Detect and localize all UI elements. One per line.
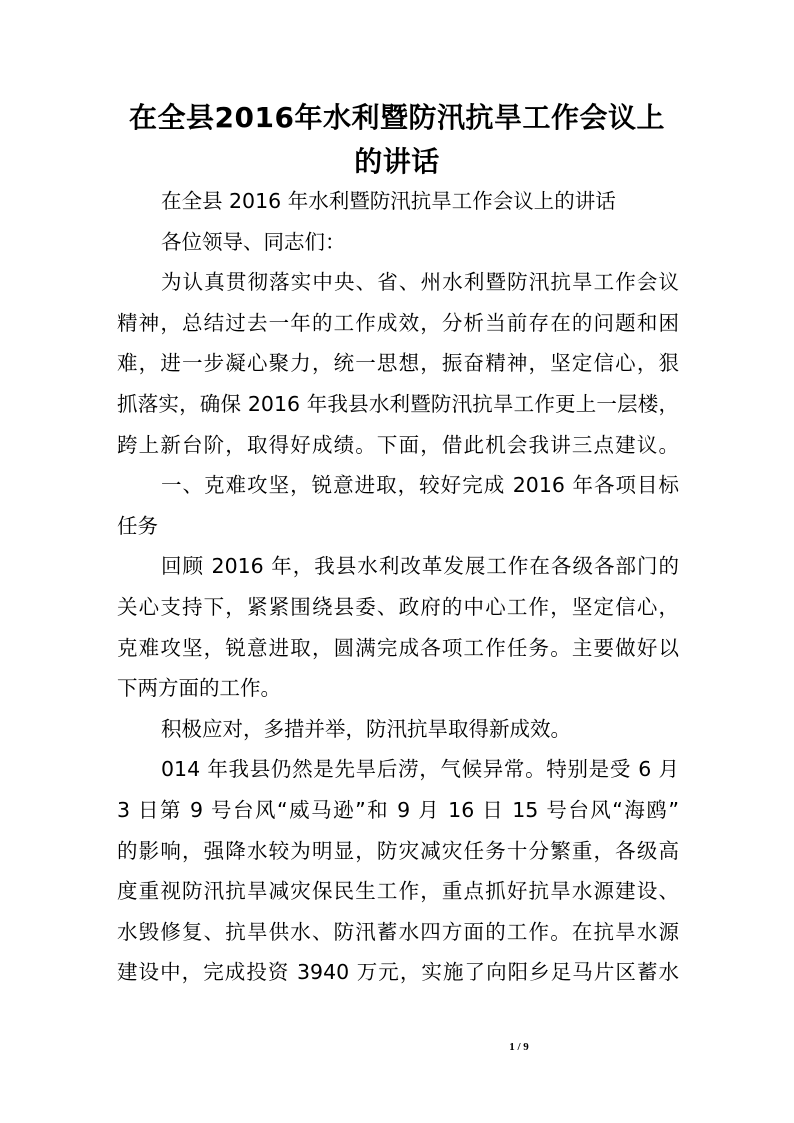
section-heading-line: 任务 [117,513,158,538]
document-body [117,181,679,993]
paragraph-line: 精神，总结过去一年的工作成效，分析当前存在的问题和困 [117,310,679,335]
paragraph-line: 回顾 2016 年，我县水利改革发展工作在各级各部门的 [161,554,679,579]
paragraph-line: 关心支持下，紧紧围绕县委、政府的中心工作，坚定信心， [117,594,679,619]
paragraph-line: 3 日第 9 号台风“威马逊”和 9 月 16 日 15 号台风“海鸥” [117,797,679,822]
title-line-2: 的讲话 [354,145,440,178]
paragraph-line: 积极应对，多措并举，防汛抗旱取得新成效。 [161,716,571,741]
page-number: 1 / 9 [509,1041,529,1053]
title-line-1: 在全县2016年水利暨防汛抗旱工作会议上 [129,101,665,134]
paragraph-line: 跨上新台阶，取得好成绩。下面，借此机会我讲三点建议。 [117,432,679,457]
paragraph-line: 克难攻坚，锐意进取，圆满完成各项工作任务。主要做好以 [117,635,679,660]
salutation-line: 各位领导、同志们： [161,229,346,254]
paragraph-line: 建设中，完成投资 3940 万元，实施了向阳乡足马片区蓄水 [117,960,679,985]
paragraph-line: 下两方面的工作。 [117,676,281,701]
paragraph-line: 度重视防汛抗旱减灾保民生工作，重点抓好抗旱水源建设、 [117,879,679,904]
paragraph-line: 难，进一步凝心聚力，统一思想，振奋精神，坚定信心，狠 [117,351,679,376]
paragraph-line: 抓落实，确保 2016 年我县水利暨防汛抗旱工作更上一层楼， [117,391,679,416]
document-title [100,96,694,184]
paragraph-line: 水毁修复、抗旱供水、防汛蓄水四方面的工作。在抗旱水源 [117,919,679,944]
section-heading-line: 一、克难攻坚，锐意进取，较好完成 2016 年各项目标 [161,473,679,498]
subtitle-line: 在全县 2016 年水利暨防汛抗旱工作会议上的讲话 [161,189,616,213]
paragraph-line: 014 年我县仍然是先旱后涝，气候异常。特别是受 6 月 [161,757,679,782]
paragraph-line: 为认真贯彻落实中央、省、州水利暨防汛抗旱工作会议 [161,270,679,295]
paragraph-line: 的影响，强降水较为明显，防灾减灾任务十分繁重，各级高 [117,838,679,863]
